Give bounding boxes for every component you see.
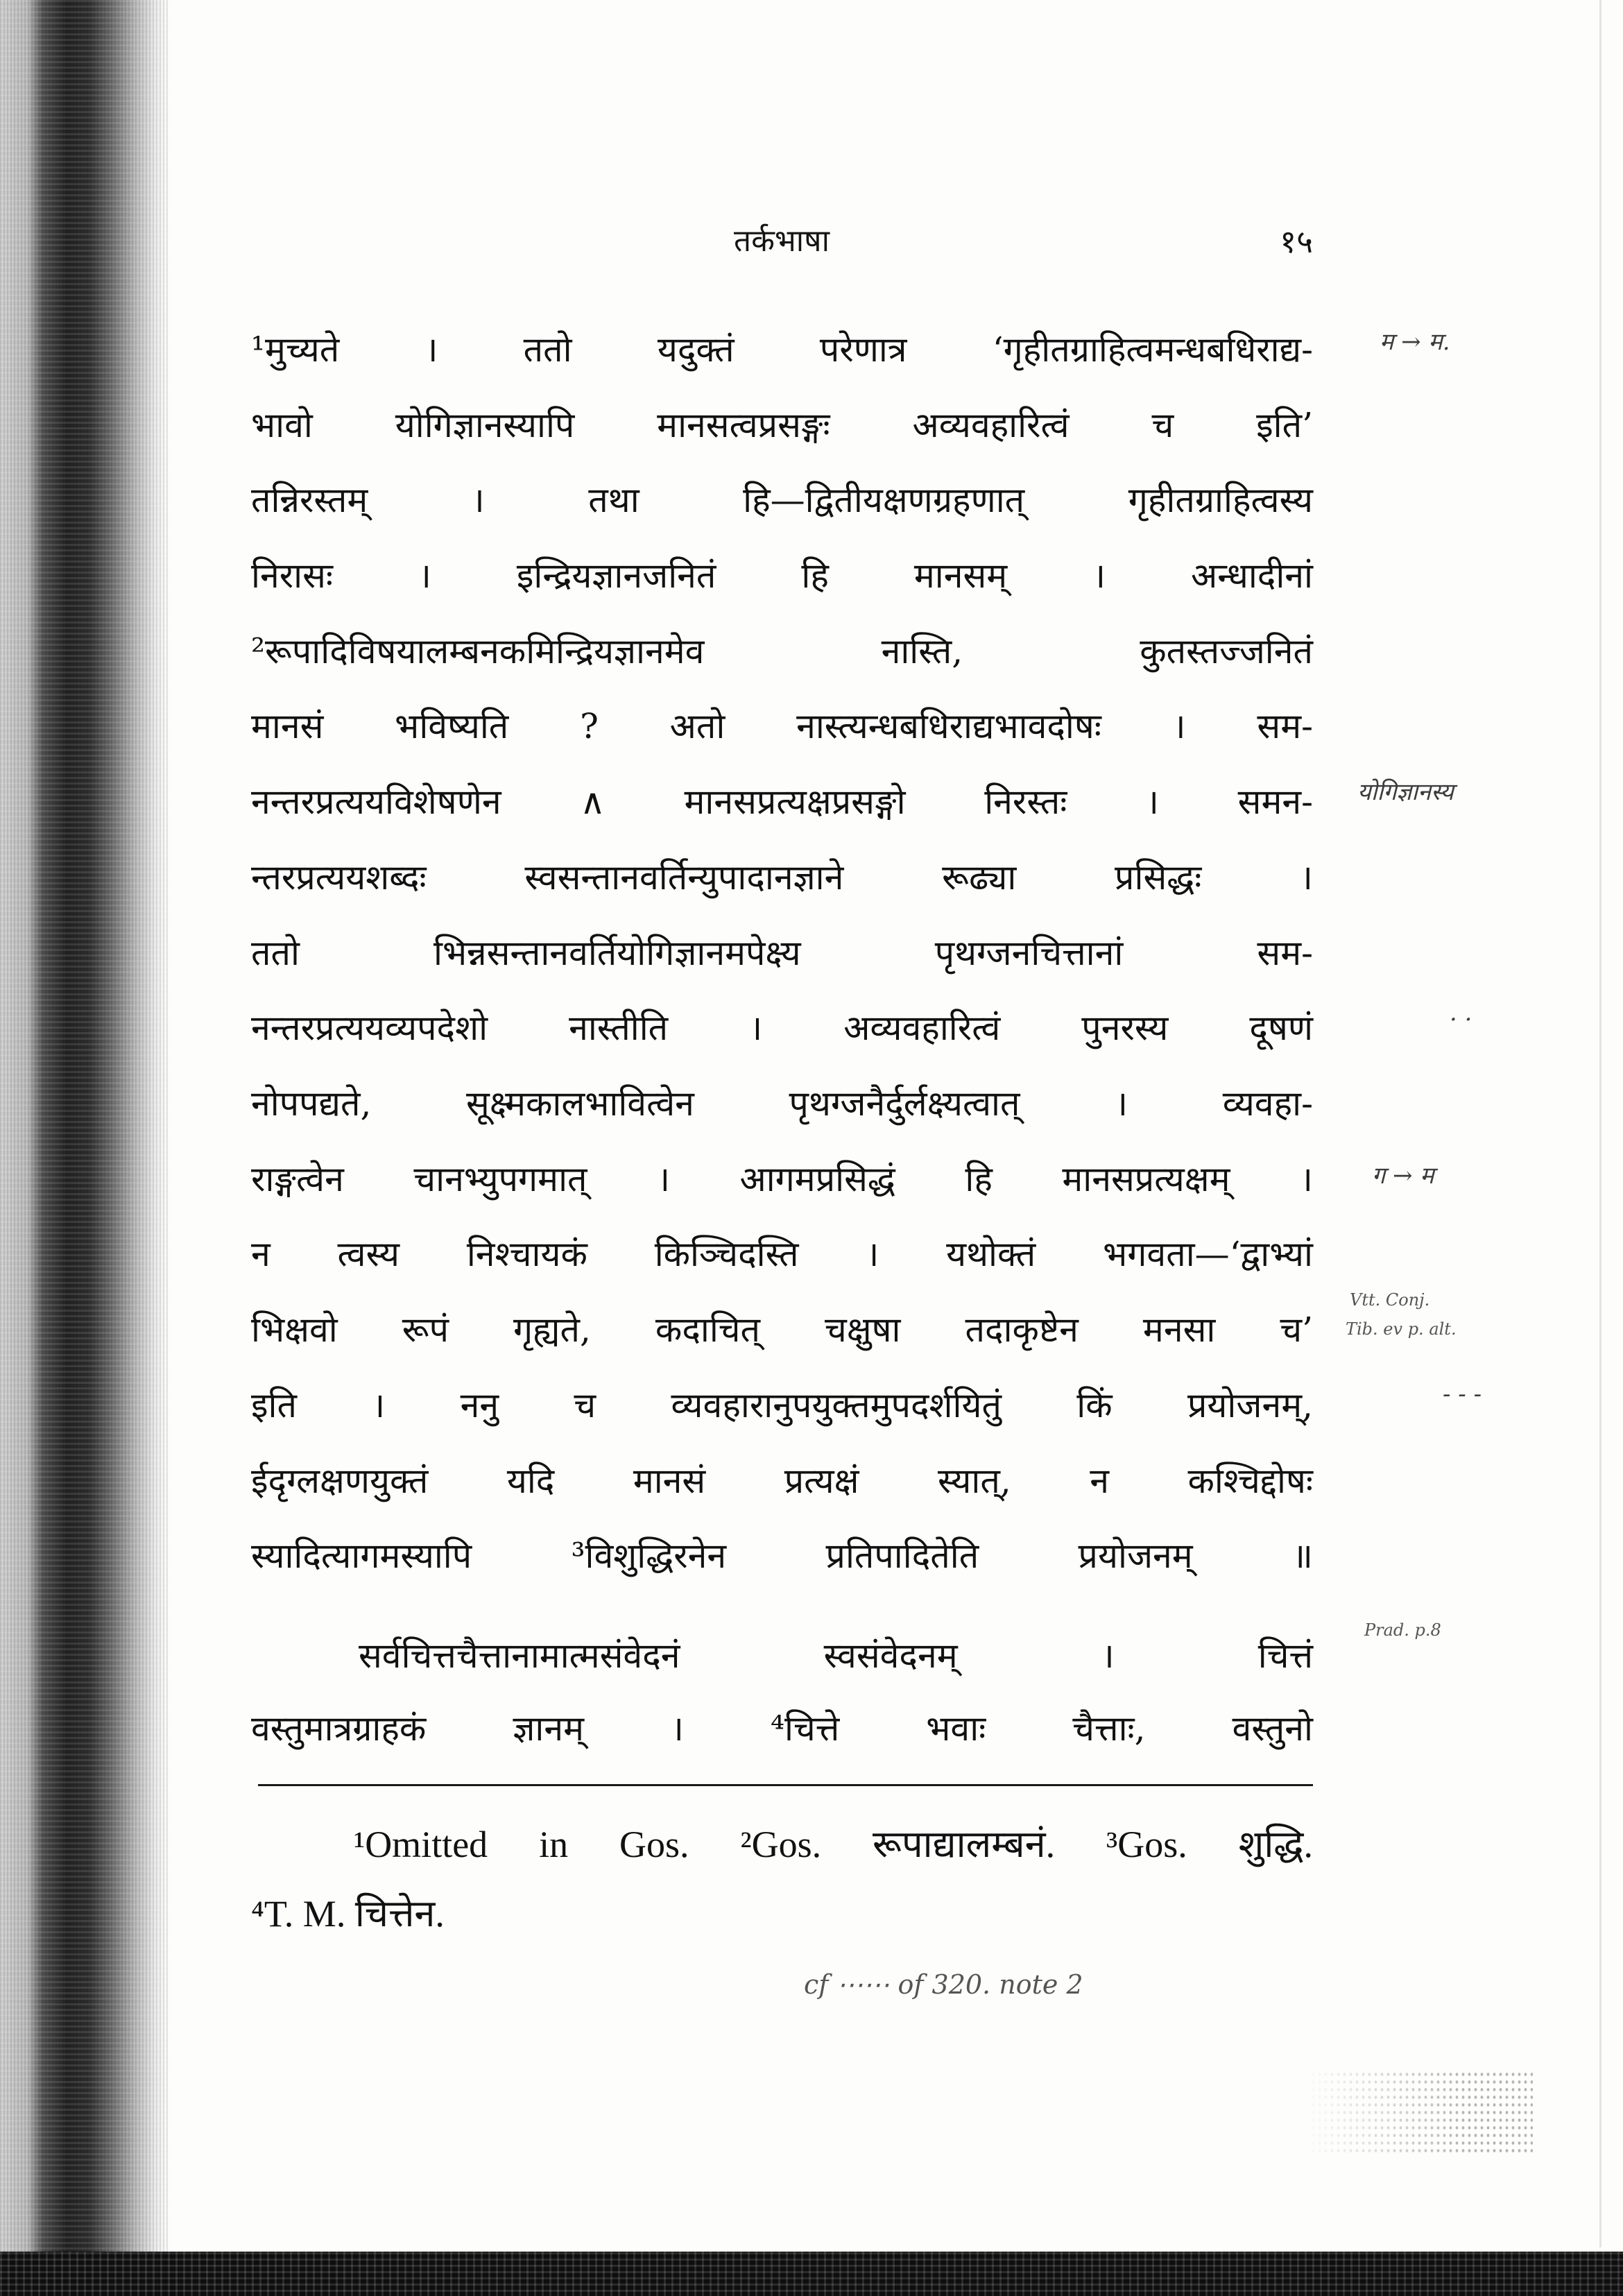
text-line: भावो योगिज्ञानस्यापि मानसत्वप्रसङ्गः अव्यवहारित्वं च इति’ (251, 405, 1313, 445)
text-line: राङ्गत्वेन चानभ्युपगमात् । आगमप्रसिद्धं हि मानसप्रत्यक्षम् । (251, 1159, 1313, 1199)
text-line: सर्वचित्तचैत्तानामात्मसंवेदनं स्वसंवेदनम् । चित्तं (359, 1636, 1313, 1676)
text-line: तन्निरस्तम् । तथा हि—द्वितीयक्षणग्रहणात् गृहीतग्राहित्वस्य (251, 480, 1313, 520)
text-line: ततो भिन्नसन्तानवर्तियोगिज्ञानमपेक्ष्य पृथग्जनचित्तानां सम- (251, 933, 1313, 973)
text-line: ²रूपादिविषयालम्बनकमिन्द्रियज्ञानमेव नास्ति, कुतस्तज्जनितं (251, 631, 1313, 671)
running-title: तर्कभाषा (733, 223, 830, 259)
page-number: १५ (1280, 223, 1313, 260)
text-line: मानसं भविष्यति ? अतो नास्त्यन्धबधिराद्यभावदोषः । सम- (251, 706, 1313, 746)
text-line: भिक्षवो रूपं गृह्यते, कदाचित् चक्षुषा तदाकृष्टेन मनसा च’ (251, 1310, 1313, 1350)
footnote-line: ¹Omitted in Gos. ²Gos. रूपाद्यालम्बनं. ³Gos. शुद्धि. (354, 1824, 1313, 1865)
margin-note: - - - (1443, 1380, 1482, 1408)
text-line: ईदृग्लक्षणयुक्तं यदि मानसं प्रत्यक्षं स्यात्, न कश्चिद्दोषः (251, 1461, 1313, 1501)
scan-bottom-border (0, 2252, 1623, 2296)
text-line: नन्तरप्रत्ययव्यपदेशो नास्तीति । अव्यवहारित्वं पुनरस्य दूषणं (251, 1008, 1313, 1048)
margin-note: Tib. ev p. alt. (1346, 1319, 1457, 1339)
text-line: न्तरप्रत्ययशब्दः स्वसन्तानवर्तिन्युपादानज्ञाने रूढ्या प्रसिद्धः । (251, 857, 1313, 898)
text-line: इति । ननु च व्यवहारानुपयुक्तमुपदर्शयितुं किं प्रयोजनम्, (251, 1385, 1313, 1425)
margin-note: · · (1450, 1006, 1472, 1034)
book-gutter-shadow (0, 0, 170, 2296)
scan-noise (1304, 2071, 1533, 2154)
footnote-rule (258, 1784, 1313, 1786)
margin-note: Vtt. Conj. (1350, 1290, 1430, 1310)
text-line: न त्वस्य निश्चायकं किञ्चिदस्ति । यथोक्तं भगवता—‘द्वाभ्यां (251, 1234, 1313, 1274)
page-edge-line (1599, 0, 1601, 2247)
margin-note: म → म. (1380, 328, 1450, 356)
margin-note: ग → म (1372, 1162, 1434, 1190)
text-line: स्यादित्यागमस्यापि ³विशुद्धिरनेन प्रतिपादितेति प्रयोजनम् ॥ (251, 1536, 1313, 1576)
text-line: निरासः । इन्द्रियज्ञानजनितं हि मानसम् । अन्धादीनां (251, 556, 1313, 596)
footnote-line: ⁴T. M. चित्तेन. (251, 1893, 445, 1935)
text-line: नन्तरप्रत्ययविशेषणेन ∧ मानसप्रत्यक्षप्रसङ्गो निरस्तः । समन- (251, 782, 1313, 822)
text-line: ¹मुच्यते । ततो यदुक्तं परेणात्र ‘गृहीतग्राहित्वमन्धबधिराद्य- (251, 329, 1313, 370)
bottom-note: cf ⋯⋯ of 320. note 2 (804, 1969, 1083, 2000)
text-line: नोपपद्यते, सूक्ष्मकालभावित्वेन पृथग्जनैर्दुर्लक्ष्यत्वात् । व्यवहा- (251, 1083, 1313, 1124)
text-line: वस्तुमात्रग्राहकं ज्ञानम् । ⁴चित्ते भवाः चैत्ताः, वस्तुनो (251, 1708, 1313, 1749)
margin-note: योगिज्ञानस्य (1357, 778, 1454, 806)
margin-note: Prad. p.8 (1364, 1620, 1441, 1640)
